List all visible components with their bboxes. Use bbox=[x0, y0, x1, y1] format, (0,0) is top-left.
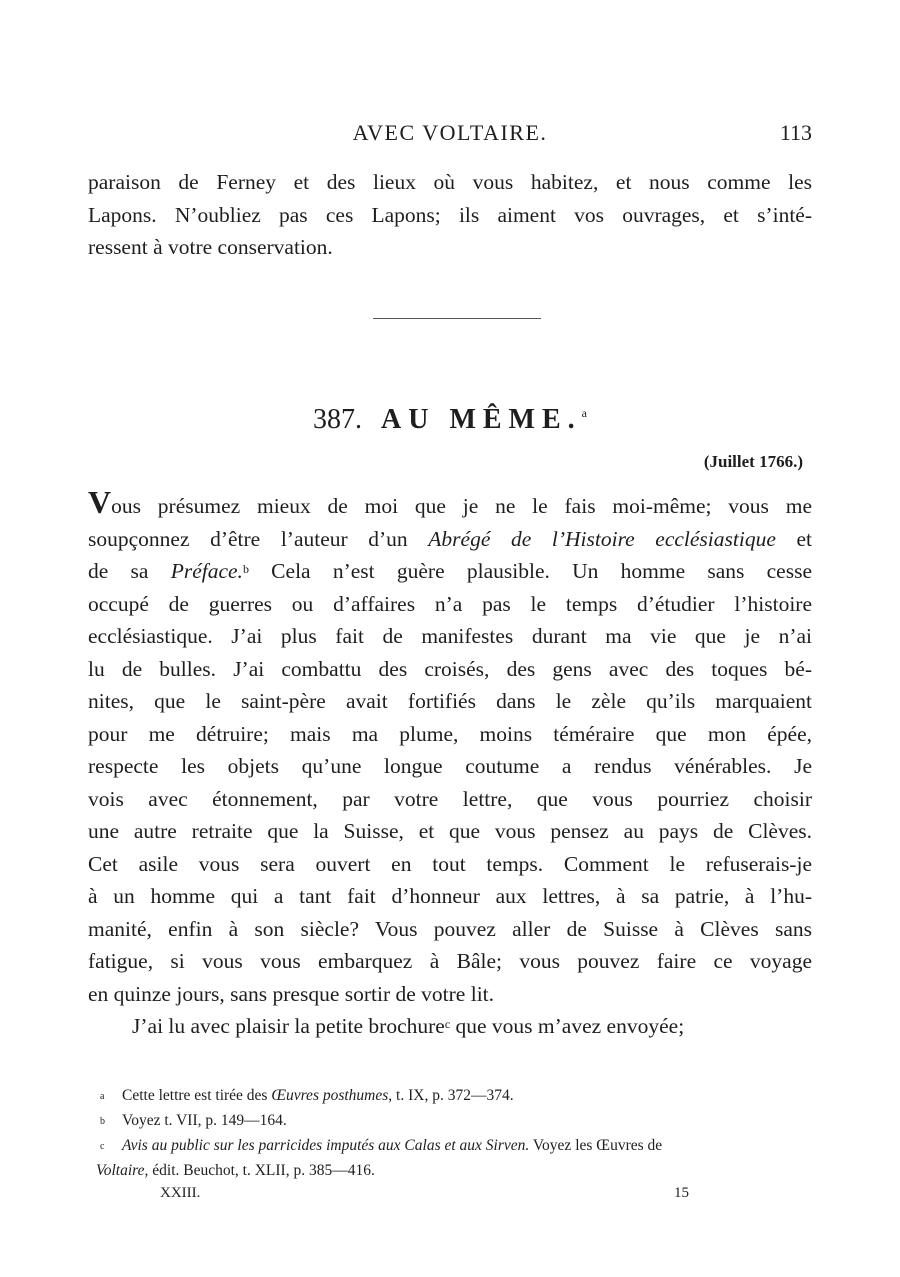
letter-title: AU MÊME. bbox=[381, 404, 582, 435]
footnote-ref[interactable]: b bbox=[242, 562, 249, 576]
running-head bbox=[88, 120, 812, 150]
text-line: respecte les objets qu’une longue coutume a rendus vénérables. Je bbox=[88, 754, 812, 778]
text-line: ressent à votre conservation. bbox=[88, 235, 333, 259]
text-line: paraison de Ferney et des lieux où vous habitez, et nous comme les bbox=[88, 170, 812, 194]
footnote-mark: c bbox=[100, 1141, 105, 1152]
drop-cap: V bbox=[88, 484, 112, 520]
text-line: ecclésiastique. J’ai plus fait de manifestes durant ma vie que je n’ai bbox=[88, 624, 812, 648]
italic-title: Œuvres posthumes bbox=[271, 1087, 389, 1104]
footnotes bbox=[96, 1084, 822, 1182]
text-line: occupé de guerres ou d’affaires n’a pas le temps d’étudier l’histoire bbox=[88, 591, 812, 616]
italic-title: Avis au public sur les parricides imputés aux Calas et aux Sirven. bbox=[122, 1137, 530, 1154]
footnote-mark: a bbox=[100, 1091, 105, 1102]
text-line: lu de bulles. J’ai combattu des croisés, des gens avec des toques bé- bbox=[88, 656, 812, 681]
section-divider bbox=[373, 318, 541, 319]
letter-number: 387. bbox=[313, 404, 362, 435]
text-line: de sa Préface.$^b$ Cela n’est guère plausible. Un homme sans cesse bbox=[88, 559, 813, 583]
footnote-b: b Voyez t. VII, p. 149—164. bbox=[100, 1109, 822, 1134]
text-line: nites, que le saint-père avait fortifiés dans le zèle qu’ils marquaient bbox=[88, 689, 812, 713]
text-line: fatigue, si vous vous embarquez à Bâle; vous pouvez faire ce voyage bbox=[88, 949, 812, 973]
footnote-continuation: Voltaire, édit. Beuchot, t. XLII, p. 385—416. bbox=[96, 1162, 375, 1179]
page-number: 113 bbox=[779, 120, 812, 145]
text-line: vois avec étonnement, par votre lettre, que vous pourriez choisir bbox=[88, 786, 812, 811]
text-line: Vous présumez mieux de moi que je ne le fais moi-même; vous me bbox=[88, 484, 812, 520]
running-head-title: AVEC VOLTAIRE. bbox=[352, 120, 548, 145]
footnote-a: a Cette lettre est tirée des Œuvres posthumes, t. IX, p. 372—374. bbox=[100, 1084, 822, 1109]
volume-signature: XXIII. bbox=[160, 1185, 201, 1201]
letter-body bbox=[88, 484, 813, 1043]
previous-letter-ending bbox=[88, 166, 812, 264]
italic-title: Voltaire bbox=[96, 1162, 145, 1179]
footnote-c: c Avis au public sur les parricides imputés aux Calas et aux Sirven. Voyez les Œuvres de bbox=[100, 1134, 822, 1159]
text-line: pour me détruire; mais ma plume, moins téméraire que mon épée, bbox=[88, 721, 812, 746]
text-line: J’ai lu avec plaisir la petite brochure$^c$ que vous m’avez envoyée; bbox=[132, 1014, 685, 1038]
text-line: une autre retraite que la Suisse, et que vous pensez au pays de Clèves. bbox=[88, 819, 812, 843]
italic-title: Préface. bbox=[170, 559, 243, 583]
footnote-ref[interactable]: c bbox=[444, 1017, 451, 1031]
text-line: en quinze jours, sans presque sortir de votre lit. bbox=[88, 981, 495, 1006]
footnote-mark: b bbox=[100, 1116, 105, 1127]
footnote-ref[interactable]: a bbox=[581, 406, 587, 420]
text-line: manité, enfin à son siècle? Vous pouvez aller de Suisse à Clèves sans bbox=[88, 916, 812, 941]
text-line: Cet asile vous sera ouvert en tout temps. Comment le refuserais-je bbox=[88, 851, 812, 876]
italic-title: Abrégé de l’Histoire ecclésiastique bbox=[428, 526, 776, 551]
letter-heading bbox=[0, 404, 900, 436]
text-line: Lapons. N’oubliez pas ces Lapons; ils aiment vos ouvrages, et s’inté- bbox=[88, 202, 812, 227]
text-line: à un homme qui a tant fait d’honneur aux lettres, à sa patrie, à l’hu- bbox=[88, 884, 812, 908]
text-line: soupçonnez d’être l’auteur d’un Abrégé de l’Histoire ecclésiastique et bbox=[88, 526, 812, 551]
sheet-signature: 15 bbox=[674, 1185, 689, 1201]
letter-date: (Juillet 1766.) bbox=[703, 452, 803, 471]
